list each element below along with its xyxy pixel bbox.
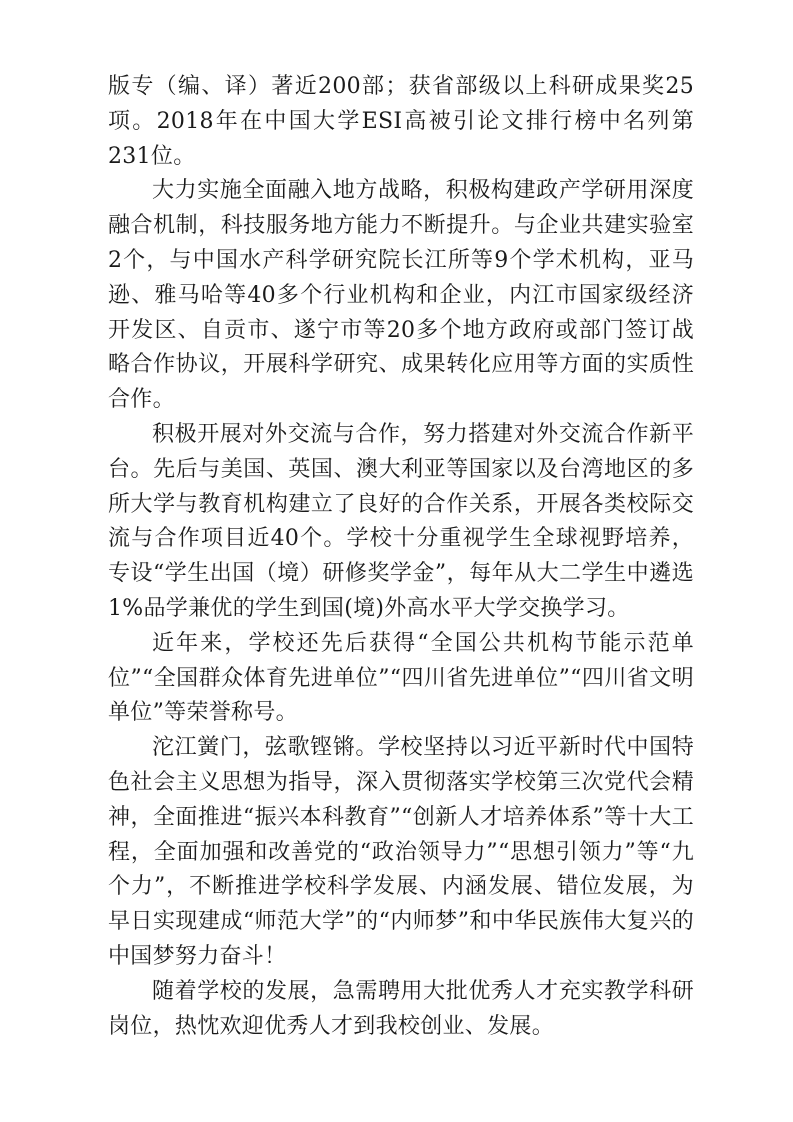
paragraph-international-exchange: 积极开展对外交流与合作，努力搭建对外交流合作新平台。先后与美国、英国、澳大利亚等国家以及台湾地区的多所大学与教育机构建立了良好的合作关系，开展各类校际交流与合作项目近40个。学校十分重视学生全球视野培养，专设“学生出国（境）研修奖学金”，每年从大二学生中遴选1%品学兼优的学生到国(境)外高水平大学交换学习。 <box>108 421 694 621</box>
paragraph-recruitment: 随着学校的发展，急需聘用大批优秀人才充实教学科研岗位，热忱欢迎优秀人才到我校创业、发展。 <box>108 978 694 1039</box>
paragraph-research-output: 版专（编、译）著近200部；获省部级以上科研成果奖25项。2018年在中国大学ESI高被引论文排行榜中名列第231位。 <box>108 74 694 169</box>
paragraph-honors: 近年来，学校还先后获得“全国公共机构节能示范单位”“全国群众体育先进单位”“四川省先进单位”“四川省文明单位”等荣誉称号。 <box>108 630 694 726</box>
document-body <box>108 70 694 1044</box>
paragraph-guiding-thought: 沱江黉门，弦歌铿锵。学校坚持以习近平新时代中国特色社会主义思想为指导，深入贯彻落实学校第三次党代会精神，全面推进“振兴本科教育”“创新人才培养体系”等十大工程，全面加强和改善党的“政治领导力”“思想引领力”等“九个力”，不断推进学校科学发展、内涵发展、错位发展，为早日实现建成“师范大学”的“内师梦”和中华民族伟大复兴的中国梦努力奋斗！ <box>108 735 694 969</box>
paragraph-local-strategy: 大力实施全面融入地方战略，积极构建政产学研用深度融合机制，科技服务地方能力不断提升。与企业共建实验室2个，与中国水产科学研究院长江所等9个学术机构，亚马逊、雅马哈等40多个行业机构和企业，内江市国家级经济开发区、自贡市、遂宁市等20多个地方政府或部门签订战略合作协议，开展科学研究、成果转化应用等方面的实质性合作。 <box>108 178 694 413</box>
